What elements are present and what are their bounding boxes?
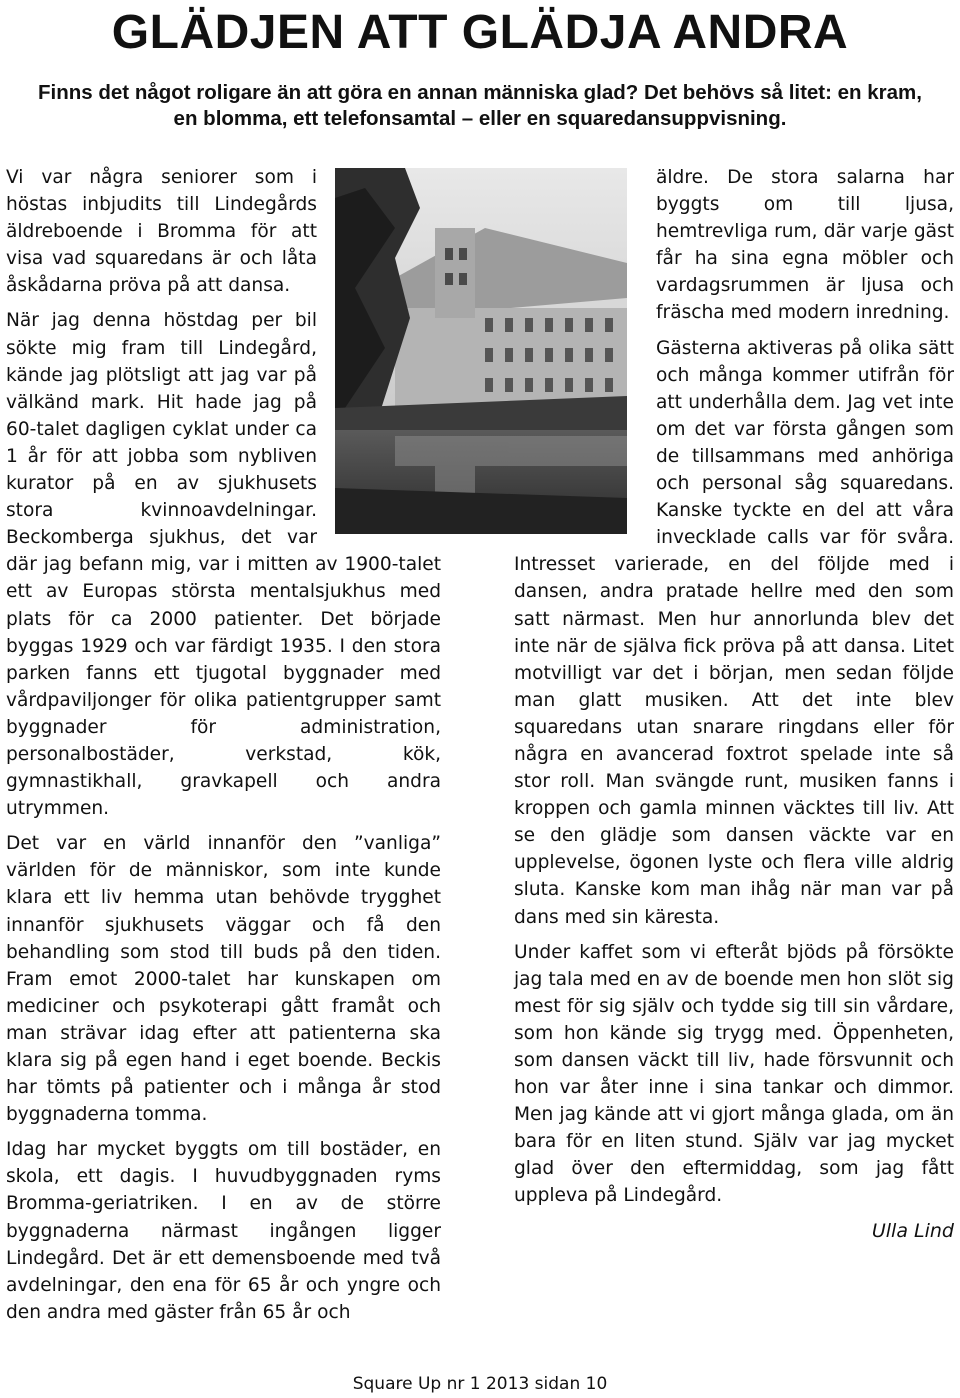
left-paragraph-2: När jag denna höstdag per bil sökte mig fram till Lindegård, kände jag plötsligt att jag var på välkänd mark. Hit hade jag på 60-talet dagligen cyklat under ca 1 år för att jobba som nybliven kurator på en av sjukhusets stora kvinnoavdelningar. Beckomberga sjukhus, det var där jag befann mig, var i mitten av 1900-talet ett av Europas största mentalsjukhus med plats för ca 2000 patienter. Det började byggas 1929 och var färdigt 1935. I den stora parken fanns ett tjugotal byggnader med vårdpaviljonger för olika patientgrupper samt byggnader för administration, personalbostäder, verkstad, kök, gymnastikhall, gravkapell och andra utrymmen. [6, 310, 441, 820]
building-photo [335, 168, 627, 534]
right-paragraph-3: Under kaffet som vi efteråt bjöds på försökte jag tala med en av de boende men hon slöt sig mest för sig själv och tydde sig till sin vårdare, som hon kände sig trygg med. Öppenheten, som dansen väckt till liv, hade försvunnit och hon var åter inne i sina tankar och dimmor. Men jag kände att vi gjort många glada, om än bara för en liten stund. Själv var jag mycket glad över den eftermiddag, som jag fått uppleva på Lindegård. [514, 941, 954, 1207]
left-paragraph-1: Vi var några seniorer som i höstas inbjudits till Lindegårds äldreboende i Bromma för att visa vad squaredans är och låta åskådarna pröva på att dansa. [6, 167, 317, 297]
building-photo-image [335, 168, 627, 534]
right-paragraph-2: Gästerna aktiveras på olika sätt och många kommer utifrån för att underhålla dem. Jag vet inte om det var första gången som de tillsammans med anhöriga och personal såg squaredans. Kanske tyckte en del att våra invecklade calls var för svåra. Intresset varierade, en del följde med i dansen, andra pratade hellre med den som satt närmast. Men hur annorlunda blev det inte när de själva fick pröva på att dansa. Litet motvilligt var det i början, men sedan följde man glatt musiken. Att det inte blev squaredans utan snarare ringdans eller för några en avancerad foxtrot spelade inte så stor roll. Man svängde runt, musiken fanns i kroppen och gamla minnen väcktes till liv. Att se den glädje som dansen väckte var en upplevelse, ögonen lyste och flera ville aldrig sluta. Kanske kom man ihåg när man var på dans med sin käresta. [514, 337, 954, 928]
right-paragraph-1: äldre. De stora salarna har byggts om till ljusa, hemtrevliga rum, där varje gäst får ha sina egna möbler och vardagsrummen är ljusa och fräscha med modern inredning. [656, 167, 954, 324]
page-footer: Square Up nr 1 2013 sidan 10 [352, 1374, 608, 1394]
left-paragraph-3: Det var en värld innanför den ”vanliga” världen för de människor, som inte kunde klara ett liv hemma utan behövde trygghet innanför sjukhusets väggar och få den behandling som stod till buds på den tiden. Fram emot 2000-talet har kunskapen om mediciner och psykoterapi gått framåt och man strävar idag efter att patienterna ska klara sig på egen hand i eget boende. Beckis har tömts på patienter och i många år stod byggnaderna tomma. [6, 833, 441, 1126]
author-signature: Ulla Lind [871, 1219, 954, 1242]
left-paragraph-4: Idag har mycket byggts om till bostäder, en skola, ett dagis. I huvudbyggnaden ryms Bromma-geriatriken. I en av de större byggnaderna närmast ingången ligger Lindegård. Det är ett demensboende med två avdelningar, den ena för 65 år och yngre och den andra med gäster från 65 år och [6, 1139, 441, 1323]
article-lede: Finns det något roligare än att göra en annan människa glad? Det behövs så litet: en kram, en blomma, ett telefonsamtal – eller en squaredansuppvisning. [38, 81, 922, 130]
article-title: GLÄDJEN ATT GLÄDJA ANDRA [111, 6, 849, 59]
